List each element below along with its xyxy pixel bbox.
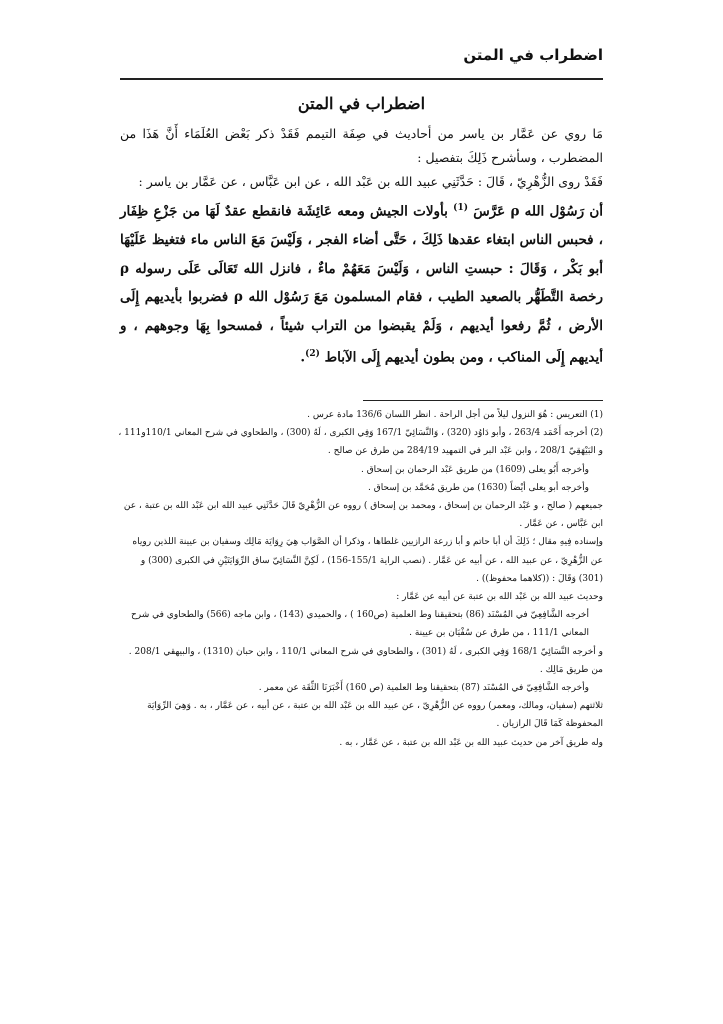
footnote-line: وحديث عبيد الله بن عَبْد الله بن عتبة عن أبيه عن عَمَّار : (396, 592, 603, 603)
footnotes (118, 406, 603, 752)
hadith-text-start: أن رَسُوْل الله ρ عَرَّسَ (473, 203, 604, 220)
running-title: اضطراب في المتن (463, 46, 603, 64)
footnote-line: جميعهم ( صالح ، و عَبْد الرحمان بن إسحاق ، ومحمد بن إسحاق ) رووه عن الزُّهْرِيّ قَالَ حَدَّثَنِي عبيد الله ابن عَبْد الله بن عتبة ، عن ابن عَبَّاس ، عن عَمَّار . (123, 501, 603, 530)
paragraph-intro: مَا روي عن عَمَّار بن ياسر من أحاديث في صِفَة التيمم فَقَدْ ذكر بَعْض العُلَمَاء أَنَّ هَذَا من المضطرب ، وسأشرح ذَلِكَ بتفصيل : (120, 126, 603, 165)
page-header (120, 42, 603, 80)
footnote-line: وإسناده فِيهِ مقال ؛ ذَلِكَ أن أبا حاتم و أبا زرعة الرازيين غلطاها ، وذكرا أن الصَّوَاب هِيَ رِوَايَة مَالِك وسفيان بن عيينة اللذين روياه عن الزُّهْرِيّ ، عن عبيد الله ، عن أبيه عن عَمَّار . (نصب الراية 155/1-156) ، لَكِنَّ النَّسَائِيّ ساق الرِّوَايَتَيْنِ في الكبرى (300) و (301) وَقَالَ : ((كلاهما محفوظ)) . (132, 537, 603, 584)
section-title: اضطراب في المتن (297, 94, 426, 113)
footnote-ref-1[interactable]: (1) (453, 203, 468, 213)
footnote-line: وأخرجه الشَّافِعِيّ في المُسْنَد (87) بتحقيقنا وط العلمية (ص 160) أَخْبَرَنَا الثِّقَة عن معمر . (258, 683, 589, 694)
footnote-ref-2[interactable]: (2) (305, 349, 320, 359)
hadith-text-end: . (300, 349, 306, 366)
footnote-1: (1) التعريس : هُوَ النزول ليلاً من أجل الراحة . انظر اللسان 136/6 مادة عرس . (307, 410, 603, 420)
paragraph-hadith (120, 194, 603, 372)
footnote-line: وله طريق آخر من حديث عبيد الله بن عَبْد الله بن عتبة ، عن عَمَّار ، به . (339, 737, 603, 748)
footnote-separator (363, 400, 603, 401)
footnote-line: و أخرجه النَّسَائِيّ 168/1 وَفِي الكبرى ، لَهُ (301) ، والطحاوي في شرح المعاني 110/1 ، وابن حبان (1310) ، والبيهقي 208/1 . من طريق مَالِك . (128, 646, 603, 675)
footnote-line: أخرجه الشَّافِعِيّ في المُسْنَد (86) بتحقيقنا وط العلمية (ص160 ) ، والحميدي (143) ، وابن ماجه (566) والطحاوي في شرح المعاني 111/1 ، من طرق عن سُفْيَان بن عيينة . (130, 610, 589, 639)
footnote-line: ثلاثتهم (سفيان، ومالك، ومعمر) رووه عن الزُّهْرِيّ ، عن عبيد الله بن عَبْد الله بن عتبة ، عن أبيه ، عن عَمَّار ، به . وَهِيَ الرِّوَايَة المحفوظة كَمَا قَالَ الرازيان . (147, 701, 603, 730)
footnote-line: وأخرجه أبو يعلى أيْضاً (1630) من طريق مُحَمَّد بن إسحاق . (367, 482, 589, 493)
hadith-text-main: بأولات الجيش ومعه عَائِشَة فانقطع عقدٌ لَهَا من جَزْعِ ظِفَار ، فحبس الناس ابتغاء عقدها ذَلِكَ ، حَتَّى أضاء الفجر ، وَلَيْسَ مَعَ الناس ماء فتغيظ عَلَيْهَا أبو بَكْر ، وَقَالَ : حبستِ الناس ، وَلَيْسَ مَعَهُمْ ماءٌ ، فانزل الله تَعَالَى عَلَى رسوله ρ رخصة التَّطَهُّر بالصعيد الطيب ، فقام المسلمون مَعَ رَسُوْل الله ρ فضربوا بأيديهم إِلَى الأرض ، ثُمَّ رفعوا أيديهم ، وَلَمْ يقبضوا من التراب شيئاً ، فمسحوا بِهَا وجوههم ، و أيديهم إِلَى المناكب ، ومن بطون أيديهم إِلَى الآباط (120, 203, 603, 366)
paragraph-isnad: فَقَدْ روى الزُّهْرِيّ ، قَالَ : حَدَّثَنِي عبيد الله بن عَبْد الله ، عن ابن عَبَّاس ، عن عَمَّار بن ياسر : (138, 174, 603, 189)
main-text (120, 122, 603, 372)
footnote-2: (2) أخرجه أَحْمَد 263/4 ، وأبو دَاوُد (320) ، وَالنَّسَائِيّ 167/1 وَفِي الكبرى ، لَهُ (300) ، والطحاوي في شرح المعاني 110/1و111 ، و البَيْهَقِيّ 208/1 ، وابن عَبْد البر في التمهيد 284/19 من طرق عن صالح . (118, 428, 603, 457)
footnote-line: وأخرجه أَبُو يعلى (1609) من طريق عَبْد الرحمان بن إسحاق . (360, 464, 589, 475)
